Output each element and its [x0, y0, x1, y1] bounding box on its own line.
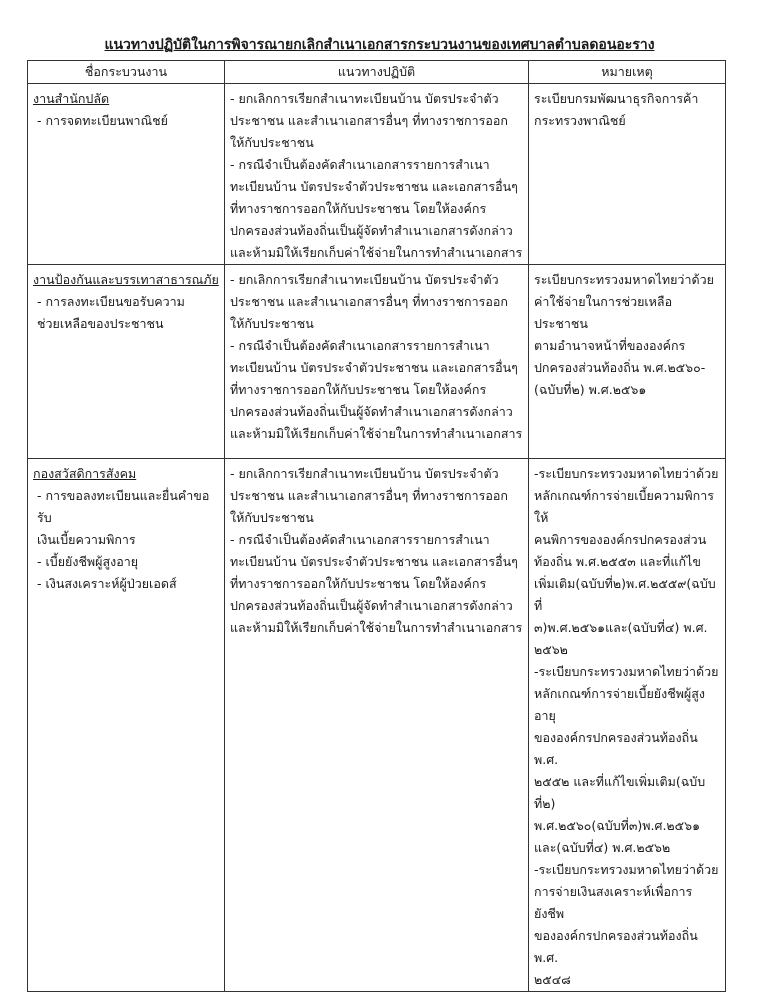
remark-cell — [529, 459, 726, 992]
guideline-line: ปกครองส่วนท้องถิ่นเป็นผู้จัดทำสำเนาเอกสารดังกล่าว — [230, 598, 513, 613]
remark-line: -ระเบียบกระทรวงมหาดไทยว่าด้วย — [534, 466, 719, 481]
table-row — [28, 84, 726, 265]
guideline-line: ที่ทางราชการออกให้กับประชาชน โดยให้องค์กร — [230, 201, 487, 216]
remark-line: ๒๕๖๒ — [534, 642, 568, 657]
guideline-line: - กรณีจำเป็นต้องคัดสำเนาเอกสารรายการสำเนา — [230, 157, 490, 172]
remark-line: -ระเบียบกระทรวงมหาดไทยว่าด้วย — [534, 664, 719, 679]
page-title: แนวทางปฏิบัติในการพิจารณายกเลิกสำเนาเอกสารกระบวนงานของเทศบาลตำบลดอนอะราง — [104, 37, 655, 53]
guideline-line: ที่ทางราชการออกให้กับประชาชน โดยให้องค์กร — [230, 382, 487, 397]
table-row — [28, 459, 726, 992]
remark-line: หลักเกณฑ์การจ่ายเบี้ยความพิการให้ — [534, 488, 714, 525]
department-name: กองสวัสดิการสังคม — [33, 466, 137, 481]
header-process: ชื่อกระบวนงาน — [28, 61, 225, 84]
remark-line: ค่าใช้จ่ายในการช่วยเหลือประชาชน — [534, 294, 673, 331]
process-item: - เงินสงเคราะห์ผู้ป่วยเอดส์ — [37, 576, 177, 591]
remark-line: หลักเกณฑ์การจ่ายเบี้ยยังชีพผู้สูงอายุ — [534, 686, 705, 723]
remark-line: ๓)พ.ศ.๒๕๖๑และ(ฉบับที่๔) พ.ศ. — [534, 620, 708, 635]
remark-line: ระเบียบกรมพัฒนาธุรกิจการค้า — [534, 91, 699, 106]
remark-line: กระทรวงพาณิชย์ — [534, 113, 626, 128]
guideline-line: ให้กับประชาชน — [230, 510, 314, 525]
process-item: เงินเบี้ยความพิการ — [37, 532, 136, 547]
remark-cell — [529, 84, 726, 265]
remark-line: ตามอำนาจหน้าที่ขององค์กร — [534, 338, 686, 353]
guideline-line: และห้ามมิให้เรียกเก็บค่าใช้จ่ายในการทำสำเนาเอกสาร — [230, 620, 523, 635]
guideline-line: ปกครองส่วนท้องถิ่นเป็นผู้จัดทำสำเนาเอกสารดังกล่าว — [230, 223, 513, 238]
remark-line: -ระเบียบกระทรวงมหาดไทยว่าด้วย — [534, 862, 719, 877]
department-name: งานป้องกันและบรรเทาสาธารณภัย — [33, 272, 219, 287]
remark-line: ปกครองส่วนท้องถิ่น พ.ศ.๒๕๖๐- — [534, 360, 706, 375]
guideline-line: ทะเบียนบ้าน บัตรประจำตัวประชาชน และเอกสารอื่นๆ — [230, 360, 518, 375]
remark-line: ระเบียบกระทรวงมหาดไทยว่าด้วย — [534, 272, 714, 287]
guideline-cell — [225, 84, 529, 265]
remark-line: การจ่ายเงินสงเคราะห์เพื่อการยังชีพ — [534, 884, 693, 921]
department-name: งานสำนักปลัด — [33, 91, 110, 106]
guideline-line: ทะเบียนบ้าน บัตรประจำตัวประชาชน และเอกสารอื่นๆ — [230, 179, 518, 194]
process-cell — [28, 459, 225, 992]
remark-line: ๒๕๔๘ — [534, 972, 571, 987]
remark-line: (ฉบับที่๒) พ.ศ.๒๕๖๑ — [534, 382, 647, 397]
guideline-cell — [225, 459, 529, 992]
guideline-line: - ยกเลิกการเรียกสำเนาทะเบียนบ้าน บัตรประจำตัว — [230, 91, 499, 106]
process-cell — [28, 84, 225, 265]
guideline-line: ให้กับประชาชน — [230, 135, 314, 150]
guideline-line: และห้ามมิให้เรียกเก็บค่าใช้จ่ายในการทำสำเนาเอกสาร — [230, 245, 523, 260]
process-item: - การจดทะเบียนพาณิชย์ — [37, 113, 168, 128]
guideline-line: ทะเบียนบ้าน บัตรประจำตัวประชาชน และเอกสารอื่นๆ — [230, 554, 518, 569]
process-item: - การลงทะเบียนขอรับความ — [37, 294, 185, 309]
guideline-line: ประชาชน และสำเนาเอกสารอื่นๆ ที่ทางราชการออก — [230, 113, 508, 128]
process-item: ช่วยเหลือของประชาชน — [37, 316, 164, 331]
guideline-cell — [225, 265, 529, 459]
guideline-line: ประชาชน และสำเนาเอกสารอื่นๆ ที่ทางราชการออก — [230, 488, 508, 503]
remark-line: พ.ศ.๒๕๖๐(ฉบับที่๓)พ.ศ.๒๕๖๑ — [534, 818, 700, 833]
guideline-line: ประชาชน และสำเนาเอกสารอื่นๆ ที่ทางราชการออก — [230, 294, 508, 309]
remark-line: และ(ฉบับที่๔) พ.ศ.๒๕๖๒ — [534, 840, 671, 855]
guideline-line: ที่ทางราชการออกให้กับประชาชน โดยให้องค์กร — [230, 576, 487, 591]
guideline-line: ให้กับประชาชน — [230, 316, 314, 331]
remark-line: ๒๕๕๒ และที่แก้ไขเพิ่มเติม(ฉบับที่๒) — [534, 774, 706, 811]
process-item: - การขอลงทะเบียนและยื่นคำขอรับ — [37, 488, 210, 525]
guideline-line: - ยกเลิกการเรียกสำเนาทะเบียนบ้าน บัตรประจำตัว — [230, 272, 499, 287]
guideline-line: - กรณีจำเป็นต้องคัดสำเนาเอกสารรายการสำเนา — [230, 532, 490, 547]
guideline-line: ปกครองส่วนท้องถิ่นเป็นผู้จัดทำสำเนาเอกสารดังกล่าว — [230, 404, 513, 419]
header-remark: หมายเหตุ — [529, 61, 726, 84]
remark-line: ท้องถิ่น พ.ศ.๒๕๕๓ และที่แก้ไข — [534, 554, 701, 569]
guideline-line: - ยกเลิกการเรียกสำเนาทะเบียนบ้าน บัตรประจำตัว — [230, 466, 499, 481]
header-guideline: แนวทางปฏิบัติ — [225, 61, 529, 84]
process-cell — [28, 265, 225, 459]
remark-cell — [529, 265, 726, 459]
remark-line: ขององค์กรปกครองส่วนท้องถิ่น พ.ศ. — [534, 730, 698, 767]
header-row — [28, 61, 726, 84]
guideline-table — [27, 60, 726, 992]
guideline-line: และห้ามมิให้เรียกเก็บค่าใช้จ่ายในการทำสำเนาเอกสาร — [230, 426, 523, 441]
remark-line: เพิ่มเติม(ฉบับที่๒)พ.ศ.๒๕๕๙(ฉบับที่ — [534, 576, 716, 613]
remark-line: ขององค์กรปกครองส่วนท้องถิ่น พ.ศ. — [534, 928, 698, 965]
guideline-line: - กรณีจำเป็นต้องคัดสำเนาเอกสารรายการสำเนา — [230, 338, 490, 353]
table-row — [28, 265, 726, 459]
process-item: - เบี้ยยังชีพผู้สูงอายุ — [37, 554, 139, 569]
remark-line: คนพิการขององค์กรปกครองส่วน — [534, 532, 707, 547]
